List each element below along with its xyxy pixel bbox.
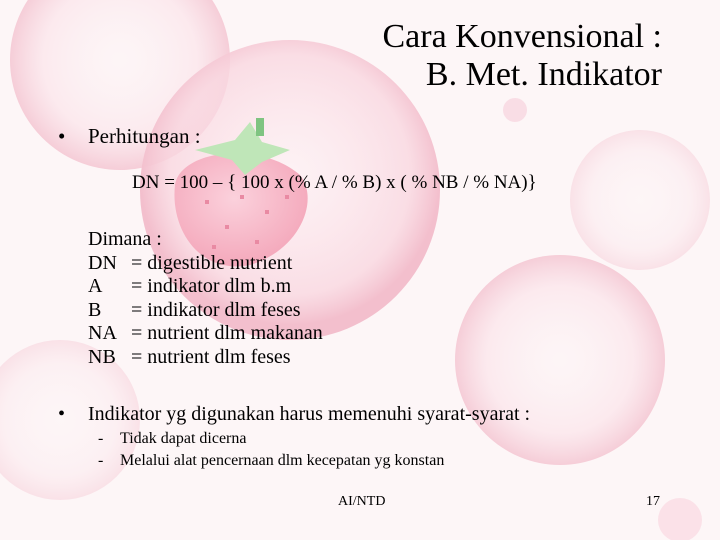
- bullet-icon: •: [58, 124, 66, 148]
- definition-term: B: [88, 298, 102, 321]
- definition-term: DN: [88, 251, 117, 274]
- definition-desc: = indikator dlm feses: [131, 298, 301, 321]
- title-line-2: B. Met. Indikator: [425, 56, 662, 93]
- definitions-list: [88, 228, 323, 369]
- definition-desc: = digestible nutrient: [131, 251, 293, 274]
- definition-term: NA: [88, 322, 117, 344]
- definitions-heading-row: [88, 228, 323, 252]
- dash-icon: -: [98, 430, 104, 447]
- definition-row: [88, 252, 323, 276]
- definition-term: NB: [88, 345, 116, 368]
- definition-row: [88, 299, 323, 323]
- definition-row: [88, 346, 323, 370]
- definition-term: A: [88, 275, 103, 297]
- footer-author: AI/NTD: [338, 494, 386, 509]
- dash-icon: -: [98, 452, 104, 469]
- title-line-1: Cara Konvensional :: [382, 18, 662, 55]
- formula-text: DN = 100 – { 100 x (% A / % B) x ( % NB / % NA)}: [132, 172, 537, 193]
- bullet-perhitungan: [58, 124, 201, 148]
- requirements-list: [98, 428, 444, 472]
- requirement-item: [98, 450, 444, 472]
- bullet-icon: •: [58, 403, 66, 425]
- definition-row: [88, 322, 323, 346]
- definition-row: [88, 275, 323, 299]
- indikator-label: Indikator yg digunakan harus memenuhi syarat-syarat :: [88, 403, 531, 425]
- definition-desc: = nutrient dlm makanan: [131, 322, 323, 344]
- requirement-item: [98, 428, 444, 450]
- page-number: 17: [646, 494, 660, 509]
- slide-title: [383, 18, 663, 94]
- perhitungan-label: Perhitungan :: [88, 124, 201, 148]
- definition-desc: = indikator dlm b.m: [131, 275, 292, 297]
- definition-desc: = nutrient dlm feses: [131, 345, 291, 368]
- bullet-indikator: [58, 402, 530, 426]
- requirement-text: Melalui alat pencernaan dlm kecepatan yg konstan: [120, 452, 445, 469]
- requirement-text: Tidak dapat dicerna: [120, 430, 247, 447]
- definitions-heading: Dimana :: [88, 228, 162, 250]
